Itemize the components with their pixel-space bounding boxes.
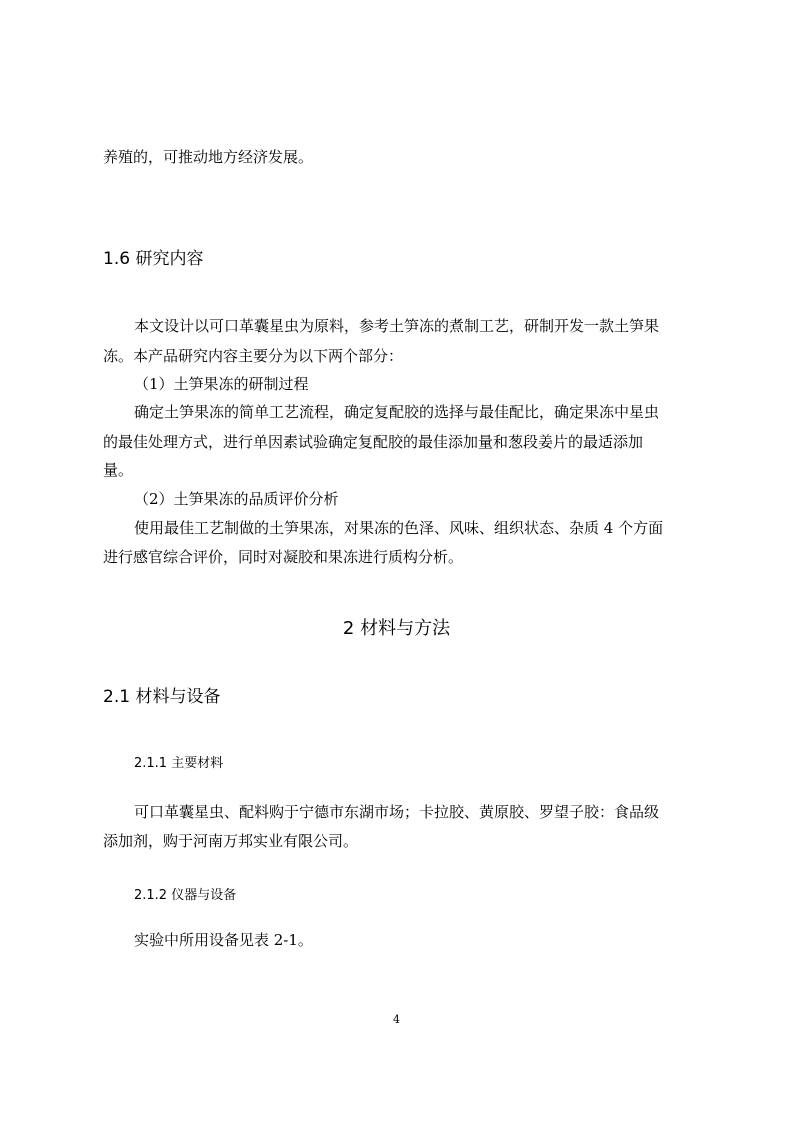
paragraph-line: 进行感官综合评价，同时对凝胶和果冻进行质构分析。 [103, 548, 464, 566]
paragraph-line: 养殖的，可推动地方经济发展。 [103, 148, 314, 166]
paragraph-line: 添加剂，购于河南万邦实业有限公司。 [103, 832, 359, 850]
subsection-heading-2-1-1: 2.1.1 主要材料 [134, 756, 224, 771]
paragraph-line: 冻。本产品研究内容主要分为以下两个部分： [103, 347, 404, 365]
paragraph-line: 的最佳处理方式，进行单因素试验确定复配胶的最佳添加量和葱段姜片的最适添加 [103, 433, 644, 451]
paragraph-line: 量。 [103, 461, 134, 479]
list-item-title: （2）土笋果冻的品质评价分析 [134, 490, 339, 508]
section-heading-1-6: 1.6 研究内容 [103, 249, 204, 269]
list-item-title: （1）土笋果冻的研制过程 [134, 375, 309, 393]
chapter-heading-2: 2 材料与方法 [342, 618, 451, 639]
paragraph-line: 可口革囊星虫、配料购于宁德市东湖市场；卡拉胶、黄原胶、罗望子胶：食品级 [134, 803, 660, 821]
paragraph-line: 使用最佳工艺制做的土笋果冻，对果冻的色泽、风味、组织状态、杂质 4 个方面 [134, 519, 664, 537]
paragraph-line: 本文设计以可口革囊星虫为原料，参考土笋冻的煮制工艺，研制开发一款土笋果 [134, 317, 660, 335]
paragraph-line: 实验中所用设备见表 2-1。 [134, 931, 313, 949]
page-number: 4 [393, 1013, 400, 1026]
paragraph-line: 确定土笋果冻的简单工艺流程，确定复配胶的选择与最佳配比，确定果冻中星虫 [134, 403, 660, 421]
section-heading-2-1: 2.1 材料与设备 [103, 687, 221, 707]
subsection-heading-2-1-2: 2.1.2 仪器与设备 [134, 888, 237, 903]
